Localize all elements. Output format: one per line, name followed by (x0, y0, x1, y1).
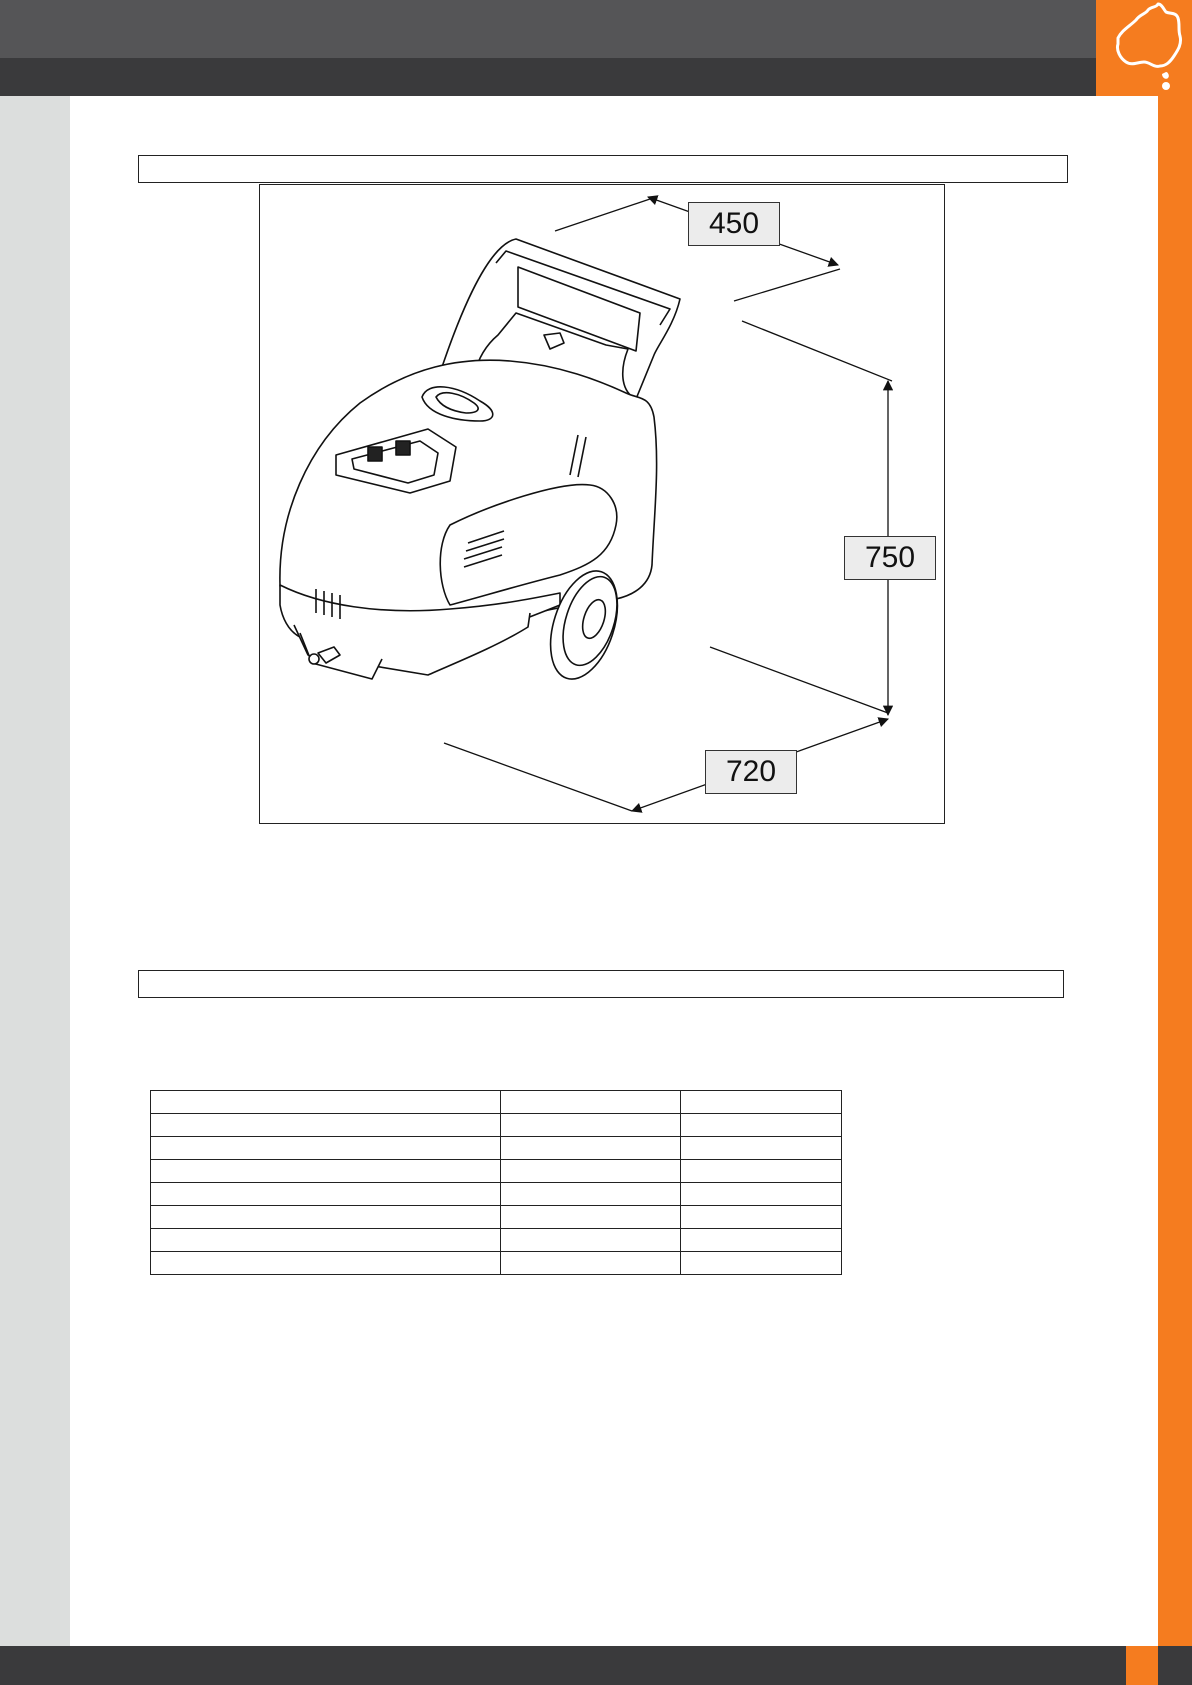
table-cell (501, 1114, 681, 1137)
table-cell (151, 1114, 501, 1137)
table-cell (681, 1137, 842, 1160)
table-cell (681, 1160, 842, 1183)
machine-body (280, 239, 680, 688)
table-cell (151, 1137, 501, 1160)
machine-dimension-figure (259, 184, 945, 824)
table-cell (501, 1091, 681, 1114)
table-cell (151, 1160, 501, 1183)
table-row (151, 1114, 842, 1137)
table-cell (151, 1229, 501, 1252)
dimension-length-label: 720 (705, 750, 797, 794)
dimension-height-label: 750 (844, 536, 936, 580)
table-cell (681, 1183, 842, 1206)
footer-band (0, 1646, 1192, 1685)
header-sub-band (0, 58, 1096, 96)
specification-table (150, 1090, 842, 1275)
table-cell (151, 1091, 501, 1114)
table-cell (501, 1160, 681, 1183)
section-header-bar-specifications (138, 970, 1064, 998)
table-cell (501, 1206, 681, 1229)
table-row (151, 1137, 842, 1160)
right-accent-stripe (1158, 96, 1192, 1646)
table-cell (151, 1183, 501, 1206)
section-header-bar-dimensions (138, 155, 1068, 183)
table-row (151, 1091, 842, 1114)
table-cell (681, 1091, 842, 1114)
footer-accent (1126, 1646, 1158, 1685)
table-cell (681, 1114, 842, 1137)
dimension-width-label: 450 (688, 202, 780, 246)
table-row (151, 1160, 842, 1183)
table-cell (681, 1229, 842, 1252)
pressure-washer-drawing (260, 185, 944, 823)
table-cell (151, 1252, 501, 1275)
brand-logo (1096, 0, 1192, 96)
table-cell (501, 1229, 681, 1252)
table-row (151, 1229, 842, 1252)
australia-map-logo-icon (1096, 0, 1192, 96)
table-row (151, 1252, 842, 1275)
table-cell (501, 1252, 681, 1275)
table-cell (501, 1137, 681, 1160)
header-band (0, 0, 1096, 58)
table-cell (681, 1206, 842, 1229)
table-cell (151, 1206, 501, 1229)
table-cell (501, 1183, 681, 1206)
left-margin (0, 96, 70, 1646)
table-cell (681, 1252, 842, 1275)
table-row (151, 1206, 842, 1229)
table-row (151, 1183, 842, 1206)
